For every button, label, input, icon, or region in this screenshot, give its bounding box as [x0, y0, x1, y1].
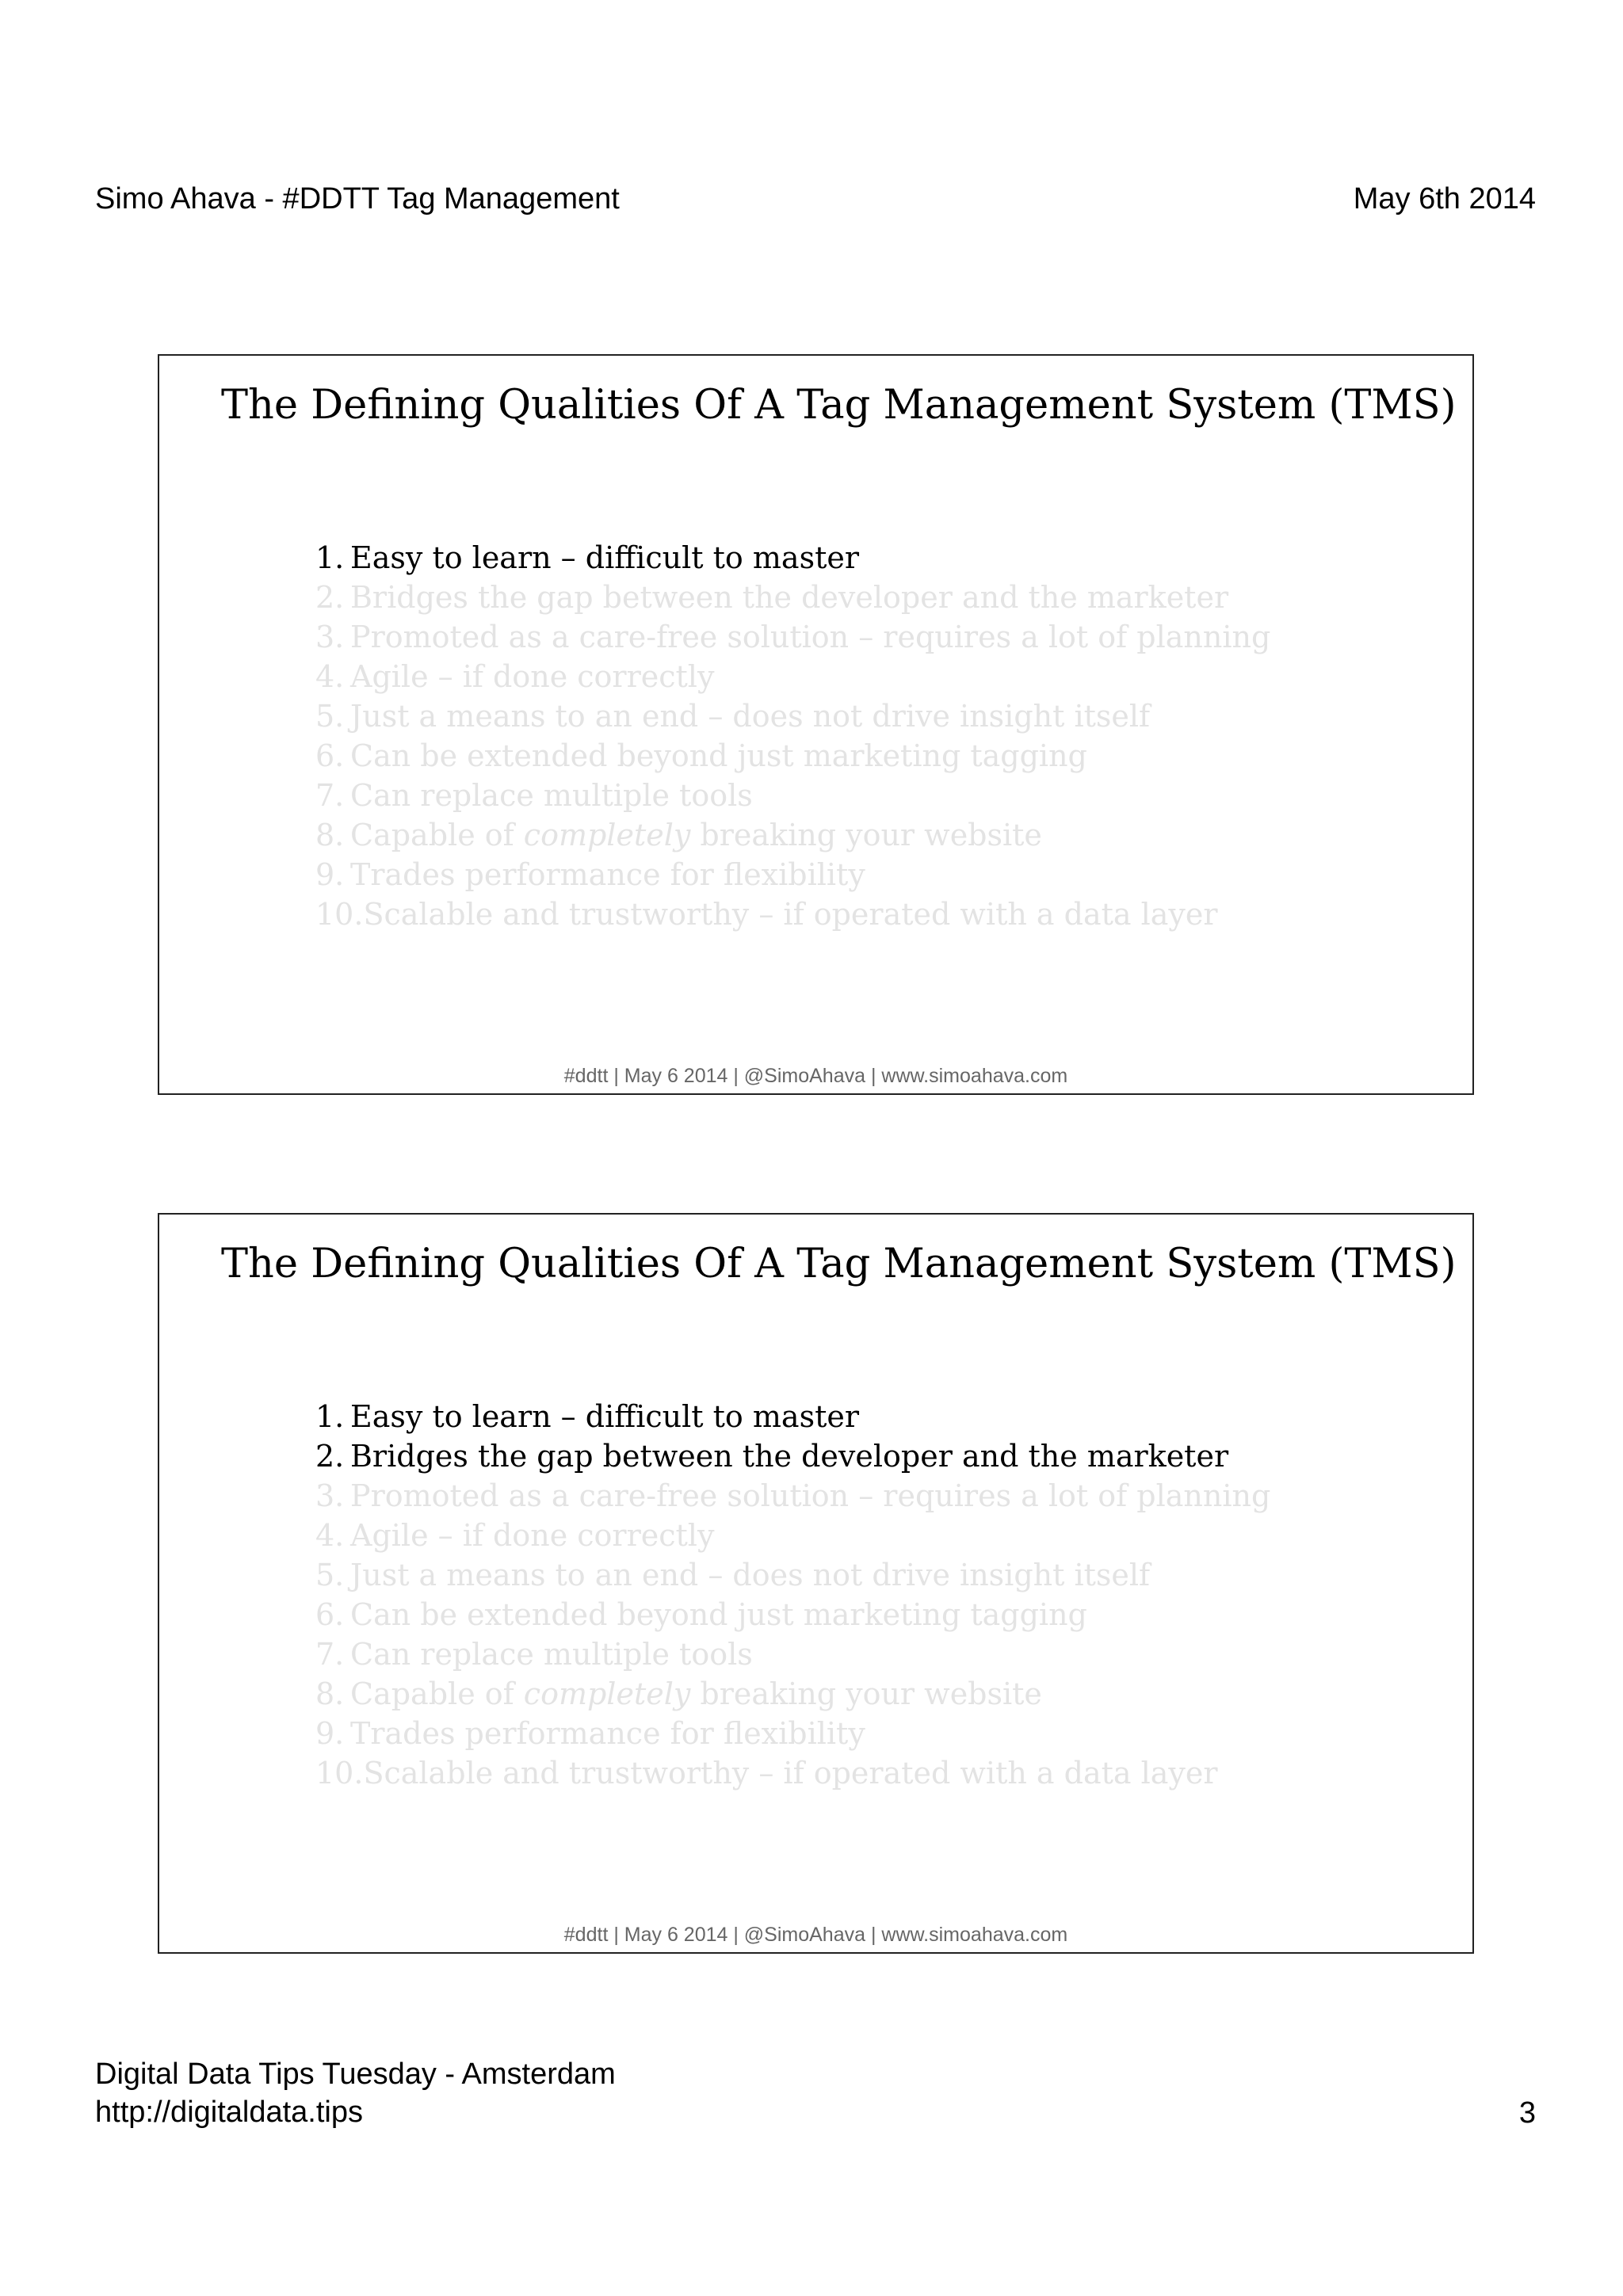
- list-item-text: Trades performance for flexibility: [350, 857, 865, 892]
- slide-bullet-list: [315, 1397, 1270, 1793]
- list-item-text: Can be extended beyond just marketing tagging: [350, 738, 1087, 773]
- list-item-number: 4.: [315, 1518, 345, 1553]
- list-item-number: 9.: [315, 857, 345, 892]
- slide-footer: #ddtt | May 6 2014 | @SimoAhava | www.simoahava.com: [563, 1924, 1068, 1946]
- list-item-text: Can be extended beyond just marketing tagging: [350, 1597, 1087, 1632]
- list-item-number: 10.: [315, 897, 364, 932]
- list-item-text: Capable of: [350, 818, 524, 852]
- list-item: [315, 1753, 1270, 1793]
- list-item: [315, 1516, 1270, 1555]
- footer-event-name: Digital Data Tips Tuesday - Amsterdam: [95, 2058, 616, 2091]
- slide-bullet-list: [315, 538, 1270, 934]
- list-item: [315, 657, 1270, 696]
- list-item: [315, 894, 1270, 934]
- list-item-text: Trades performance for flexibility: [350, 1716, 865, 1751]
- list-item-text: Can replace multiple tools: [350, 1637, 753, 1672]
- page-header-date: May 6th 2014: [1353, 182, 1536, 215]
- list-item: [315, 1595, 1270, 1634]
- list-item: [315, 1714, 1270, 1753]
- list-item: [315, 578, 1270, 617]
- footer-url: http://digitaldata.tips: [95, 2096, 363, 2129]
- list-item-text: Can replace multiple tools: [350, 778, 753, 813]
- slide-footer: #ddtt | May 6 2014 | @SimoAhava | www.simoahava.com: [563, 1065, 1068, 1087]
- list-item-number: 2.: [315, 580, 345, 615]
- list-item-text: Promoted as a care-free solution – requires a lot of planning: [350, 620, 1271, 654]
- list-item-text: Bridges the gap between the developer and the marketer: [350, 1439, 1229, 1474]
- page-footer: [95, 2055, 616, 2131]
- list-item-text: Agile – if done correctly: [350, 1518, 715, 1553]
- page-header-title: Simo Ahava - #DDTT Tag Management: [95, 182, 620, 215]
- list-item-number: 3.: [315, 620, 345, 654]
- list-item: [315, 1634, 1270, 1674]
- page-number: 3: [1518, 2096, 1536, 2130]
- list-item-number: 8.: [315, 1676, 345, 1711]
- list-item-number: 3.: [315, 1478, 345, 1513]
- list-item-number: 7.: [315, 1637, 345, 1672]
- list-item-text: Scalable and trustworthy – if operated with a data layer: [363, 1756, 1218, 1791]
- list-item-number: 5.: [315, 699, 345, 734]
- list-item-text: Promoted as a care-free solution – requires a lot of planning: [350, 1478, 1271, 1513]
- list-item: [315, 538, 1270, 578]
- list-item: [315, 1476, 1270, 1516]
- list-item: [315, 855, 1270, 894]
- list-item-number: 5.: [315, 1558, 345, 1592]
- list-item-text: Easy to learn – difficult to master: [350, 1399, 859, 1434]
- list-item-emphasis: completely: [523, 1676, 691, 1711]
- list-item-number: 1.: [315, 540, 345, 575]
- slide-title: The Defining Qualities Of A Tag Management System (TMS): [221, 1241, 1457, 1287]
- list-item-text: breaking your website: [690, 818, 1042, 852]
- list-item: [315, 776, 1270, 815]
- list-item-number: 6.: [315, 1597, 345, 1632]
- list-item-emphasis: completely: [523, 818, 691, 852]
- list-item-number: 1.: [315, 1399, 345, 1434]
- list-item-text: Easy to learn – difficult to master: [350, 540, 859, 575]
- list-item: [315, 617, 1270, 657]
- list-item-number: 2.: [315, 1439, 345, 1474]
- list-item: [315, 815, 1270, 855]
- slide-1: [158, 354, 1474, 1095]
- list-item-number: 4.: [315, 659, 345, 694]
- list-item: [315, 1397, 1270, 1436]
- list-item: [315, 1555, 1270, 1595]
- list-item-number: 10.: [315, 1756, 364, 1791]
- list-item-text: Capable of: [350, 1676, 524, 1711]
- list-item-number: 6.: [315, 738, 345, 773]
- list-item-text: Just a means to an end – does not drive insight itself: [350, 1558, 1151, 1592]
- list-item-number: 8.: [315, 818, 345, 852]
- list-item: [315, 736, 1270, 776]
- slide-title: The Defining Qualities Of A Tag Management System (TMS): [221, 382, 1457, 429]
- list-item: [315, 696, 1270, 736]
- list-item-number: 9.: [315, 1716, 345, 1751]
- list-item-text: Just a means to an end – does not drive insight itself: [350, 699, 1151, 734]
- list-item-number: 7.: [315, 778, 345, 813]
- list-item-text: Scalable and trustworthy – if operated with a data layer: [363, 897, 1218, 932]
- list-item: [315, 1674, 1270, 1714]
- list-item-text: Bridges the gap between the developer and the marketer: [350, 580, 1229, 615]
- list-item: [315, 1436, 1270, 1476]
- slide-2: [158, 1213, 1474, 1954]
- list-item-text: breaking your website: [690, 1676, 1042, 1711]
- list-item-text: Agile – if done correctly: [350, 659, 715, 694]
